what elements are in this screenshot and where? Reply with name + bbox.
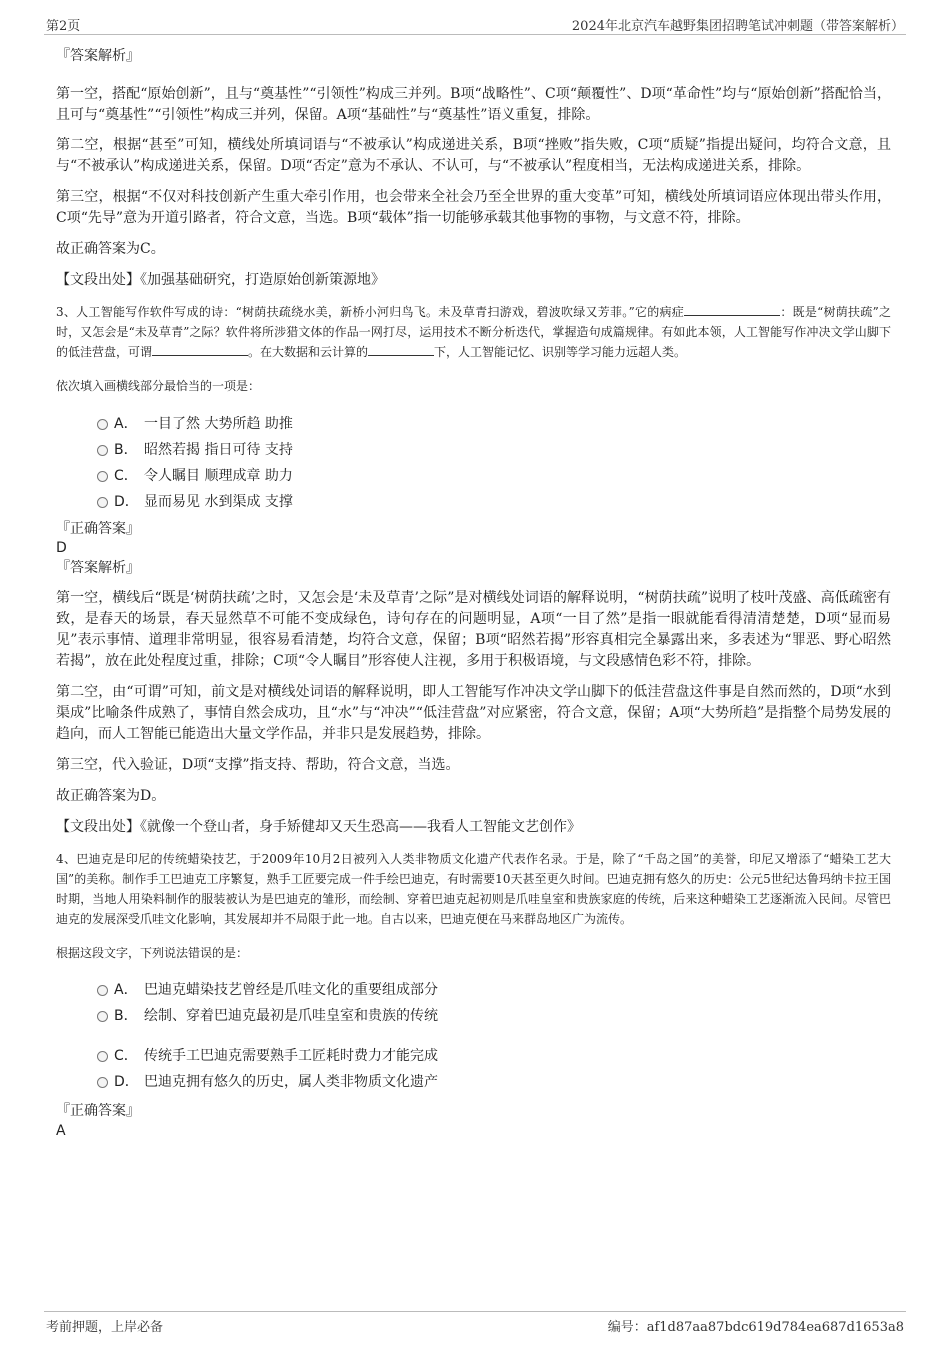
- footer-slogan: 考前押题，上岸必备: [46, 1320, 164, 1335]
- q3-conclusion: 故正确答案为D。: [56, 788, 166, 804]
- q3-prompt: 依次填入画横线部分最恰当的一项是：: [56, 379, 261, 393]
- option-letter: C．: [114, 1048, 138, 1064]
- q4-option-b[interactable]: [56, 1003, 891, 1029]
- document-code: 编号：af1d87aa87bdc619d784ea687d1653a8: [607, 1320, 904, 1335]
- q3-answer-label: 『正确答案』: [56, 521, 140, 537]
- q3-stem-part: ：既是“树荫扶疏”之时，又怎会是“未及草青”之际？软件将所涉猎文体的作品一网打尽，运用技术不断分析迭代，掌握造句成篇规律。有如此本领，人工智能写作冲决文学山脚下的低洼营盘，可谓: [56, 305, 891, 359]
- page-header: [44, 12, 906, 35]
- q4-option-a[interactable]: [56, 977, 891, 1003]
- option-text: 传统手工巴迪克需要熟手工匠耗时费力才能完成: [144, 1048, 438, 1064]
- option-text: 昭然若揭 指日可待 支持: [144, 442, 293, 458]
- radio-icon[interactable]: [97, 1077, 108, 1088]
- q3-blank-2: [152, 343, 248, 356]
- option-text: 令人瞩目 顺理成章 助力: [144, 468, 293, 484]
- q4-option-d[interactable]: [56, 1069, 891, 1095]
- q3-blank-1: [684, 303, 780, 316]
- page-content: [56, 44, 891, 1142]
- radio-icon[interactable]: [97, 1051, 108, 1062]
- q4-answer: A: [56, 1123, 66, 1139]
- option-letter: D．: [114, 494, 139, 510]
- q3-stem-part: 3、人工智能写作软件写成的诗：“树荫扶疏绕水美，新桥小河归鸟飞。未及草青扫游戏，碧波吹绿又芳菲。”它的病症: [56, 305, 685, 319]
- q3-answer: D: [56, 540, 67, 556]
- option-letter: B．: [114, 442, 138, 458]
- option-letter: A．: [114, 416, 138, 432]
- page-number: 第2页: [46, 19, 81, 34]
- q3-analysis-p1: 第一空，横线后“既是‘树荫扶疏’之时，又怎会是‘未及草青’之际”是对横线处词语的解释说明，“树荫扶疏”说明了枝叶茂盛、高低疏密有致，是春天的场景，春天显然草不可能不变成绿色，诗句存在的问题明显，A项“一目了然”是指一眼就能看得清清楚楚，D项“显而易见”表示事情、道理非常明显，很容易看清楚，均符合文意，保留；B项“昭然若揭”形容真相完全暴露出来，多表述为“罪恶、野心昭然若揭”，放在此处程度过重，排除；C项“令人瞩目”形容使人注视，多用于积极语境，与文段感情色彩不符，排除。: [56, 590, 891, 669]
- option-text: 显而易见 水到渠成 支撑: [144, 494, 293, 510]
- option-letter: C．: [114, 468, 138, 484]
- q2-analysis-p1: 第一空，搭配“原始创新”，且与“奠基性”“引领性”构成三并列。B项“战略性”、C项“颠覆性”、D项“革命性”均与“原始创新”搭配恰当，且可与“奠基性”“引领性”构成三并列，保留。A项“基础性”与“奠基性”语义重复，排除。: [56, 86, 891, 123]
- option-letter: B．: [114, 1008, 138, 1024]
- radio-icon[interactable]: [97, 497, 108, 508]
- q2-conclusion: 故正确答案为C。: [56, 241, 165, 257]
- q3-option-c[interactable]: [56, 463, 891, 489]
- q3-blank-3: [368, 343, 434, 356]
- q2-analysis-p2: 第二空，根据“甚至”可知，横线处所填词语与“不被承认”构成递进关系，B项“挫败”指失败，C项“质疑”指提出疑问，均符合文意，且与“不被承认”构成递进关系，保留。D项“否定”意为不承认、不认可，与“不被承认”程度相当，无法构成递进关系，排除。: [56, 137, 891, 174]
- page-footer: [44, 1311, 906, 1336]
- option-letter: A．: [114, 982, 138, 998]
- q3-analysis-p2: 第二空，由“可谓”可知，前文是对横线处词语的解释说明，即人工智能写作冲决文学山脚下的低洼营盘这件事是自然而然的，D项“水到渠成”比喻条件成熟了，事情自然会成功，且“水”与“冲决”“低洼营盘”对应紧密，符合文意，保留；A项“大势所趋”是指整个局势发展的趋向，而人工智能已能造出大量文学作品，并非只是发展趋势，排除。: [56, 684, 891, 742]
- document-title: 2024年北京汽车越野集团招聘笔试冲刺题（带答案解析）: [571, 19, 904, 34]
- q3-option-d[interactable]: [56, 489, 891, 515]
- option-text: 巴迪克蜡染技艺曾经是爪哇文化的重要组成部分: [144, 982, 438, 998]
- q3-option-a[interactable]: [56, 411, 891, 437]
- option-text: 绘制、穿着巴迪克最初是爪哇皇室和贵族的传统: [144, 1008, 438, 1024]
- q4-answer-label: 『正确答案』: [56, 1103, 140, 1119]
- q3-stem: [56, 302, 891, 362]
- option-letter: D．: [114, 1074, 139, 1090]
- q4-prompt: 根据这段文字，下列说法错误的是：: [56, 946, 249, 960]
- radio-icon[interactable]: [97, 1011, 108, 1022]
- q2-source: 【文段出处】《加强基础研究，打造原始创新策源地》: [56, 272, 385, 288]
- q3-source: 【文段出处】《就像一个登山者，身手矫健却又天生恐高——我看人工智能文艺创作》: [56, 819, 581, 835]
- q3-analysis-p3: 第三空，代入验证，D项“支撑”指支持、帮助，符合文意，当选。: [56, 757, 460, 773]
- q3-options: [56, 411, 891, 515]
- radio-icon[interactable]: [97, 419, 108, 430]
- q3-stem-part: 。在大数据和云计算的: [248, 345, 369, 359]
- radio-icon[interactable]: [97, 445, 108, 456]
- option-text: 巴迪克拥有悠久的历史，属人类非物质文化遗产: [144, 1074, 438, 1090]
- radio-icon[interactable]: [97, 985, 108, 996]
- q4-options: [56, 977, 891, 1095]
- q2-analysis-p3: 第三空，根据“不仅对科技创新产生重大牵引作用，也会带来全社会乃至全世界的重大变革”可知，横线处所填词语应体现出带头作用，C项“先导”意为开道引路者，符合文意，当选。B项“载体”指一切能够承载其他事物的事物，与文意不符，排除。: [56, 189, 891, 226]
- q3-analysis-label: 『答案解析』: [56, 560, 140, 576]
- q3-option-b[interactable]: [56, 437, 891, 463]
- option-text: 一目了然 大势所趋 助推: [144, 416, 293, 432]
- q4-option-c[interactable]: [56, 1043, 891, 1069]
- q4-stem: 4、巴迪克是印尼的传统蜡染技艺，于2009年10月2日被列入人类非物质文化遗产代表作名录。于是，除了“千岛之国”的美誉，印尼又增添了“蜡染工艺大国”的美称。制作手工巴迪克工序繁复，熟手工匠要完成一件手绘巴迪克，有时需要10天甚至更久时间。巴迪克拥有悠久的历史：公元5世纪达鲁玛纳卡拉王国时期，当地人用染料制作的服装被认为是巴迪克的雏形，而绘制、穿着巴迪克起初则是爪哇皇室和贵族家庭的传统，后来这种蜡染工艺逐渐流入民间。尽管巴迪克的发展深受爪哇文化影响，其发展却并不局限于此一地。自古以来，巴迪克便在马来群岛地区广为流传。: [56, 852, 891, 926]
- radio-icon[interactable]: [97, 471, 108, 482]
- q2-analysis-label: 『答案解析』: [56, 48, 140, 64]
- q3-stem-part: 下，人工智能记忆、识别等学习能力远超人类。: [434, 345, 687, 359]
